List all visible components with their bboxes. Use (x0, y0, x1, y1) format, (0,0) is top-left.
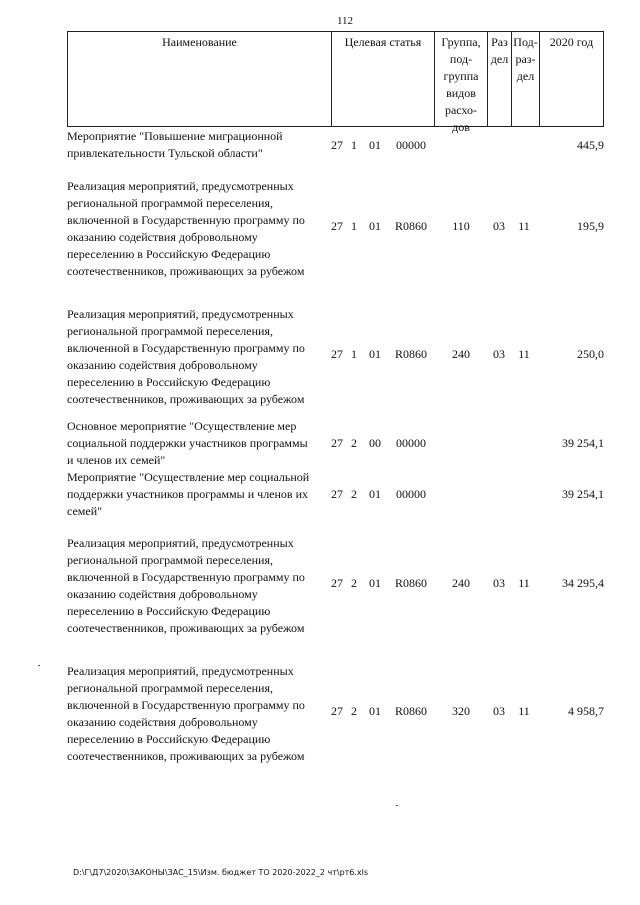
row-name-line: Реализация мероприятий, предусмотренных (67, 536, 294, 550)
table-row (67, 178, 604, 280)
row-name-line: переселению в Российскую Федерацию (67, 732, 271, 746)
row-direction-code: R0860 (394, 219, 427, 233)
row-name-line: Реализация мероприятий, предусмотренных (67, 307, 294, 321)
row-name-line: соотечественников, проживающих за рубежом (67, 392, 305, 406)
row-subprogram-code: 2 (351, 576, 357, 590)
header-target-article: Целевая статья (332, 32, 435, 126)
row-name-line: региональной программой переселения, (67, 324, 273, 338)
row-program-code: 27 (331, 347, 343, 361)
row-name-line: оказанию содействия добровольному (67, 587, 258, 601)
row-program-code: 27 (331, 138, 343, 152)
row-name (67, 663, 329, 765)
row-name-line: региональной программой переселения, (67, 196, 273, 210)
row-section: 03 (493, 576, 505, 590)
row-name-line: переселению в Российскую Федерацию (67, 604, 271, 618)
row-expense-group: 320 (452, 704, 470, 718)
row-event-code: 00 (369, 436, 381, 450)
row-name-line: включенной в Государственную программу по (67, 570, 305, 584)
row-program-code: 27 (331, 487, 343, 501)
row-name-line: социальной поддержки участников программы (67, 436, 308, 450)
row-event-code: 01 (369, 219, 381, 233)
row-subprogram-code: 1 (351, 138, 357, 152)
header-group-line: расхо- (444, 103, 478, 117)
table-header (67, 31, 604, 134)
row-name-line: поддержки участников программы и членов их (67, 487, 309, 501)
row-event-code: 01 (369, 138, 381, 152)
row-expense-group: 240 (452, 347, 470, 361)
row-name (67, 306, 329, 408)
row-name (67, 535, 329, 637)
row-amount: 445,9 (577, 138, 604, 152)
scan-speck (38, 665, 40, 666)
row-name (67, 418, 329, 469)
row-direction-code: 00000 (396, 138, 426, 152)
file-path-footer: D:\Г\Д7\2020\ЗАКОНЫ\ЗАС_15\Изм. бюджет ТО 2020-2022_2 чт\рт6.xls (73, 868, 369, 877)
row-name-line: Реализация мероприятий, предусмотренных (67, 664, 294, 678)
header-group-line: под- (449, 52, 473, 66)
row-subprogram-code: 2 (351, 436, 357, 450)
header-subsection-line: раз- (515, 52, 536, 66)
row-subprogram-code: 1 (351, 219, 357, 233)
row-name-line: оказанию содействия добровольному (67, 358, 258, 372)
row-name (67, 128, 329, 162)
header-section-line: дел (490, 52, 509, 66)
row-expense-group: 110 (452, 219, 470, 233)
header-expense-group (435, 32, 488, 134)
row-program-code: 27 (331, 436, 343, 450)
row-direction-code: 00000 (396, 487, 426, 501)
row-subsection: 11 (518, 219, 530, 233)
row-section: 03 (493, 347, 505, 361)
row-direction-code: R0860 (394, 347, 427, 361)
row-section: 03 (493, 219, 505, 233)
row-subsection: 11 (518, 576, 530, 590)
row-name-line: оказанию содействия добровольному (67, 230, 258, 244)
row-subprogram-code: 1 (351, 347, 357, 361)
row-name-line: Реализация мероприятий, предусмотренных (67, 179, 294, 193)
header-group-line: дов (452, 120, 470, 134)
row-program-code: 27 (331, 576, 343, 590)
table-row (67, 128, 604, 162)
header-section (488, 32, 512, 126)
row-amount: 250,0 (577, 347, 604, 361)
row-name-line: включенной в Государственную программу по (67, 213, 305, 227)
row-name-line: оказанию содействия добровольному (67, 715, 258, 729)
header-name: Наименование (68, 32, 332, 126)
row-amount: 195,9 (577, 219, 604, 233)
table-row (67, 469, 604, 520)
row-event-code: 01 (369, 347, 381, 361)
row-name-line: Основное мероприятие "Осуществление мер (67, 419, 297, 433)
row-name-line: переселению в Российскую Федерацию (67, 375, 271, 389)
row-direction-code: R0860 (394, 704, 427, 718)
row-name-line: переселению в Российскую Федерацию (67, 247, 271, 261)
page-number: 112 (336, 15, 354, 27)
row-subsection: 11 (518, 704, 530, 718)
header-year: 2020 год (549, 35, 594, 49)
header-section-line: Раз (491, 35, 508, 49)
row-name-line: региональной программой переселения, (67, 553, 273, 567)
row-event-code: 01 (369, 704, 381, 718)
row-section: 03 (493, 704, 505, 718)
header-group-line: группа (443, 69, 479, 83)
row-event-code: 01 (369, 487, 381, 501)
row-name-line: соотечественников, проживающих за рубежом (67, 749, 305, 763)
header-subsection-line: Под- (513, 35, 538, 49)
row-name (67, 469, 329, 520)
row-direction-code: R0860 (394, 576, 427, 590)
row-name-line: и членов их семей" (67, 453, 166, 467)
row-name-line: включенной в Государственную программу по (67, 698, 305, 712)
row-subprogram-code: 2 (351, 704, 357, 718)
row-amount: 4 958,7 (568, 704, 604, 718)
table-row (67, 663, 604, 765)
row-name-line: соотечественников, проживающих за рубежом (67, 264, 305, 278)
header-group-line: Группа, (441, 35, 481, 49)
row-name (67, 178, 329, 280)
row-name-line: соотечественников, проживающих за рубежом (67, 621, 305, 635)
header-subsection (512, 32, 540, 126)
row-subsection: 11 (518, 347, 530, 361)
header-subsection-line: дел (516, 69, 535, 83)
row-name-line: включенной в Государственную программу по (67, 341, 305, 355)
row-name-line: региональной программой переселения, (67, 681, 273, 695)
header-group-line: видов (446, 86, 476, 100)
row-amount: 34 295,4 (562, 576, 604, 590)
row-amount: 39 254,1 (562, 436, 604, 450)
row-amount: 39 254,1 (562, 487, 604, 501)
row-name-line: семей" (67, 504, 103, 518)
table-row (67, 306, 604, 408)
row-subprogram-code: 2 (351, 487, 357, 501)
row-program-code: 27 (331, 704, 343, 718)
row-program-code: 27 (331, 219, 343, 233)
row-direction-code: 00000 (396, 436, 426, 450)
row-event-code: 01 (369, 576, 381, 590)
row-name-line: Мероприятие "Осуществление мер социальной (67, 470, 310, 484)
row-name-line: привлекательности Тульской области" (67, 146, 263, 160)
row-expense-group: 240 (452, 576, 470, 590)
table-row (67, 535, 604, 637)
scan-speck (396, 805, 398, 806)
table-row (67, 418, 604, 469)
row-name-line: Мероприятие "Повышение миграционной (67, 129, 283, 143)
